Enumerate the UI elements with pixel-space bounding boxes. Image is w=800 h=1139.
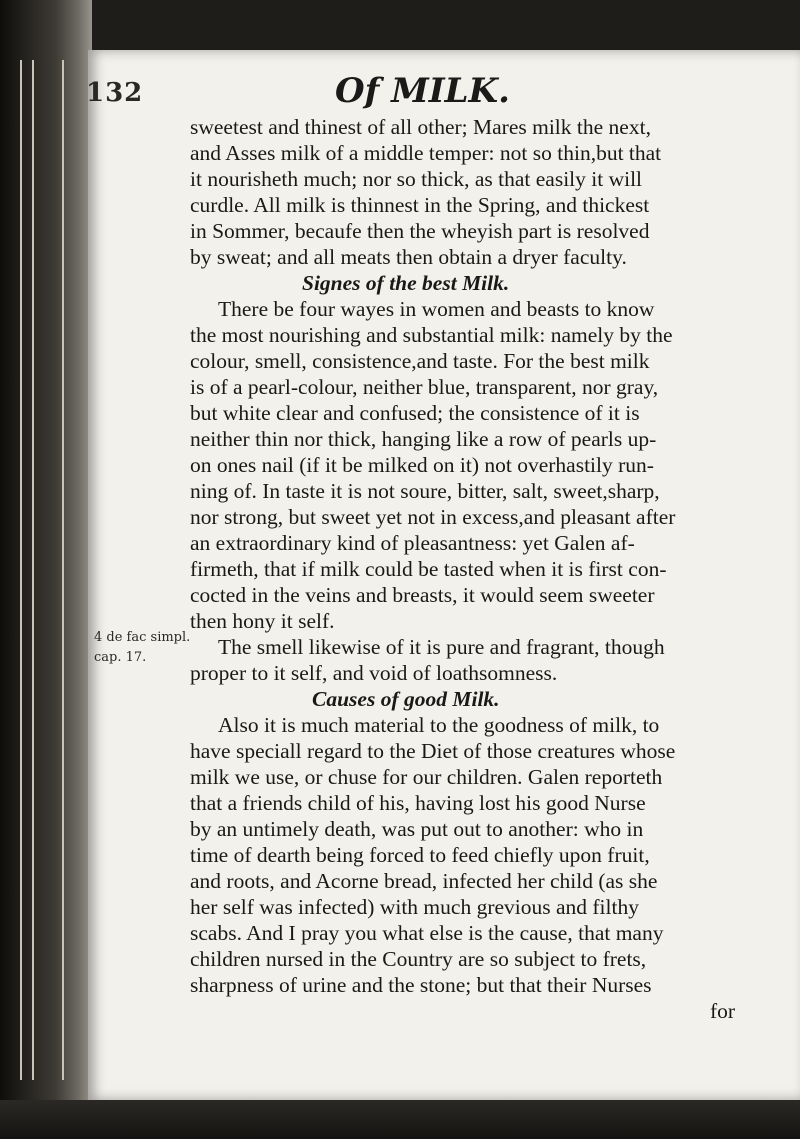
text-line: children nursed in the Country are so subject to frets, — [190, 947, 647, 971]
text-line: then hony it self. — [190, 609, 335, 633]
text-line: neither thin nor thick, hanging like a row of pearls up- — [190, 427, 657, 451]
text-line: and Asses milk of a middle temper: not so thin,but that — [190, 141, 662, 165]
text-line: sweetest and thinest of all other; Mares milk the next, — [190, 115, 651, 139]
text-line: but white clear and confused; the consistence of it is — [190, 401, 640, 425]
binding-rule-line — [32, 60, 34, 1080]
running-head: Of MILK. — [335, 71, 510, 111]
text-line: The smell likewise of it is pure and fragrant, though — [218, 635, 665, 659]
binding-rule-line — [20, 60, 22, 1080]
text-line: her self was infected) with much grevious and filthy — [190, 895, 639, 919]
text-line: colour, smell, consistence,and taste. For the best milk — [190, 349, 650, 373]
text-line: time of dearth being forced to feed chiefly upon fruit, — [190, 843, 650, 867]
text-line: on ones nail (if it be milked on it) not overhastily run- — [190, 453, 654, 477]
text-line: have speciall regard to the Diet of those creatures whose — [190, 739, 676, 763]
text-line: ning of. In taste it is not soure, bitter, salt, sweet,sharp, — [190, 479, 660, 503]
binding-rule-line — [62, 60, 64, 1080]
text-line: is of a pearl-colour, neither blue, transparent, nor gray, — [190, 375, 659, 399]
text-line: proper to it self, and void of loathsomness. — [190, 661, 558, 685]
margin-note-line: 4 de fac simpl. — [94, 630, 191, 645]
text-line: cocted in the veins and breasts, it would seem sweeter — [190, 583, 655, 607]
text-line: scabs. And I pray you what else is the cause, that many — [190, 921, 664, 945]
text-line: that a friends child of his, having lost his good Nurse — [190, 791, 646, 815]
text-line: in Sommer, becaufe then the wheyish part is resolved — [190, 219, 650, 243]
text-line: the most nourishing and substantial milk: namely by the — [190, 323, 673, 347]
margin-note — [94, 628, 191, 668]
text-line: by an untimely death, was put out to another: who in — [190, 817, 644, 841]
text-line: Also it is much material to the goodness of milk, to — [218, 713, 660, 737]
body-text — [190, 114, 780, 1024]
text-line: firmeth, that if milk could be tasted when it is first con- — [190, 557, 667, 581]
margin-note-line: cap. 17. — [94, 650, 147, 665]
scan-bottom-edge — [0, 1100, 800, 1139]
text-line: sharpness of urine and the stone; but that their Nurses — [190, 973, 652, 997]
text-line: it nourisheth much; nor so thick, as that easily it will — [190, 167, 643, 191]
section-heading: Signes of the best Milk. — [302, 271, 510, 295]
section-heading: Causes of good Milk. — [312, 687, 500, 711]
text-line: an extraordinary kind of pleasantness: yet Galen af- — [190, 531, 635, 555]
text-line: curdle. All milk is thinnest in the Spring, and thickest — [190, 193, 650, 217]
text-line: nor strong, but sweet yet not in excess,and pleasant after — [190, 505, 676, 529]
page-number: 132 — [86, 78, 144, 108]
book-binding-edge — [0, 0, 92, 1139]
text-line: milk we use, or chuse for our children. Galen reporteth — [190, 765, 663, 789]
text-line: There be four wayes in women and beasts to know — [218, 297, 655, 321]
catchword: for — [710, 999, 736, 1023]
text-line: and roots, and Acorne bread, infected her child (as she — [190, 869, 658, 893]
text-line: by sweat; and all meats then obtain a dryer faculty. — [190, 245, 627, 269]
